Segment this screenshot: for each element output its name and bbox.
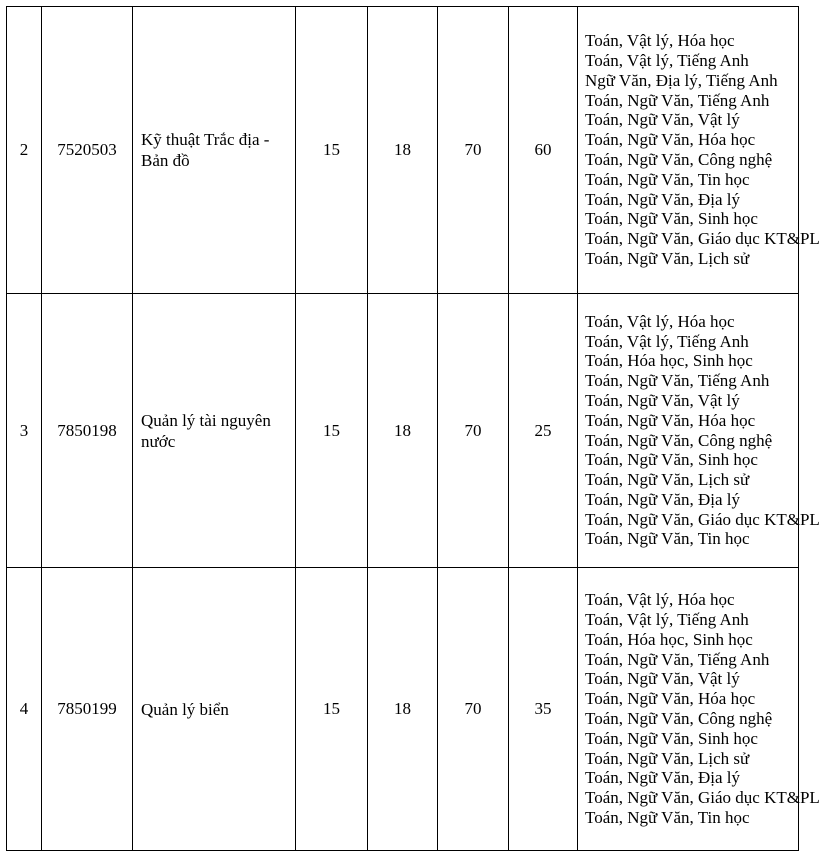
subject-combination: Toán, Vật lý, Tiếng Anh [585,610,749,630]
quota-value-1: 15 [296,7,368,294]
row-index: 3 [7,294,42,568]
program-name: Quản lý biển [141,699,229,719]
subject-combination: Toán, Ngữ Văn, Vật lý [585,669,740,689]
program-code: 7850198 [42,294,133,568]
subject-combinations [578,7,820,294]
subject-combination: Toán, Hóa học, Sinh học [585,629,753,649]
admissions-table [6,6,820,851]
subject-combination: Toán, Ngữ Văn, Sinh học [585,450,758,470]
subject-combination: Toán, Vật lý, Tiếng Anh [585,331,749,351]
quota-value-2: 18 [368,7,438,294]
subject-combination: Ngữ Văn, Địa lý, Tiếng Anh [585,70,778,90]
subject-combination: Toán, Ngữ Văn, Tiếng Anh [585,649,770,669]
program-code: 7850199 [42,568,133,851]
program-name: Kỹ thuật Trắc địa - Bản đồ [141,130,270,170]
subject-combination: Toán, Ngữ Văn, Hóa học [585,689,756,709]
subject-combination: Toán, Ngữ Văn, Hóa học [585,410,756,430]
subject-combination: Toán, Ngữ Văn, Tiếng Anh [585,371,770,391]
subject-combination: Toán, Ngữ Văn, Vật lý [585,390,740,410]
program-name-cell [133,568,296,851]
subject-combination: Toán, Ngữ Văn, Tin học [585,169,750,189]
subject-combination: Toán, Ngữ Văn, Tin học [585,529,750,549]
subject-combination: Toán, Vật lý, Hóa học [585,311,735,331]
subject-combinations [578,294,820,568]
quota-value-2: 18 [368,568,438,851]
quota-value-3: 70 [438,294,509,568]
table-row [7,294,799,568]
subject-combination: Toán, Ngữ Văn, Công nghệ [585,709,773,728]
subject-combination: Toán, Hóa học, Sinh học [585,351,753,371]
subject-combination: Toán, Ngữ Văn, Giáo dục KT&PL [585,788,820,808]
subject-combination: Toán, Ngữ Văn, Vật lý [585,110,740,130]
subject-combination: Toán, Ngữ Văn, Lịch sử [585,470,750,490]
subject-combination: Toán, Ngữ Văn, Công nghệ [585,150,773,169]
subject-combination: Toán, Ngữ Văn, Hóa học [585,130,756,150]
subject-combination: Toán, Ngữ Văn, Lịch sử [585,248,750,268]
subject-combination: Toán, Ngữ Văn, Công nghệ [585,430,773,450]
table-row [7,7,799,294]
quota-value-4: 60 [509,7,578,294]
subject-combination: Toán, Vật lý, Hóa học [585,31,735,51]
quota-value-3: 70 [438,7,509,294]
quota-value-1: 15 [296,568,368,851]
subject-combination: Toán, Ngữ Văn, Tin học [585,807,750,827]
subject-combination: Toán, Vật lý, Hóa học [585,590,735,610]
quota-value-3: 70 [438,568,509,851]
subject-combination: Toán, Ngữ Văn, Giáo dục KT&PL [585,229,820,249]
table-body [7,7,820,851]
program-name-cell [133,7,296,294]
subject-combination: Toán, Ngữ Văn, Sinh học [585,728,758,748]
quota-value-4: 35 [509,568,578,851]
row-index: 4 [7,568,42,851]
table-row [7,568,799,851]
quota-value-4: 25 [509,294,578,568]
program-name: Quản lý tài nguyên nước [141,410,271,451]
quota-value-1: 15 [296,294,368,568]
subject-combination: Toán, Ngữ Văn, Địa lý [585,768,741,788]
subject-combination: Toán, Ngữ Văn, Sinh học [585,209,758,229]
subject-combination: Toán, Ngữ Văn, Địa lý [585,489,741,509]
subject-combination: Toán, Vật lý, Tiếng Anh [585,51,749,71]
subject-combination: Toán, Ngữ Văn, Giáo dục KT&PL [585,509,820,529]
subject-combination: Toán, Ngữ Văn, Tiếng Anh [585,90,770,110]
quota-value-2: 18 [368,294,438,568]
subject-combinations [578,568,820,851]
program-name-cell [133,294,296,568]
row-index: 2 [7,7,42,294]
subject-combination: Toán, Ngữ Văn, Lịch sử [585,748,750,768]
subject-combination: Toán, Ngữ Văn, Địa lý [585,189,741,209]
program-code: 7520503 [42,7,133,294]
